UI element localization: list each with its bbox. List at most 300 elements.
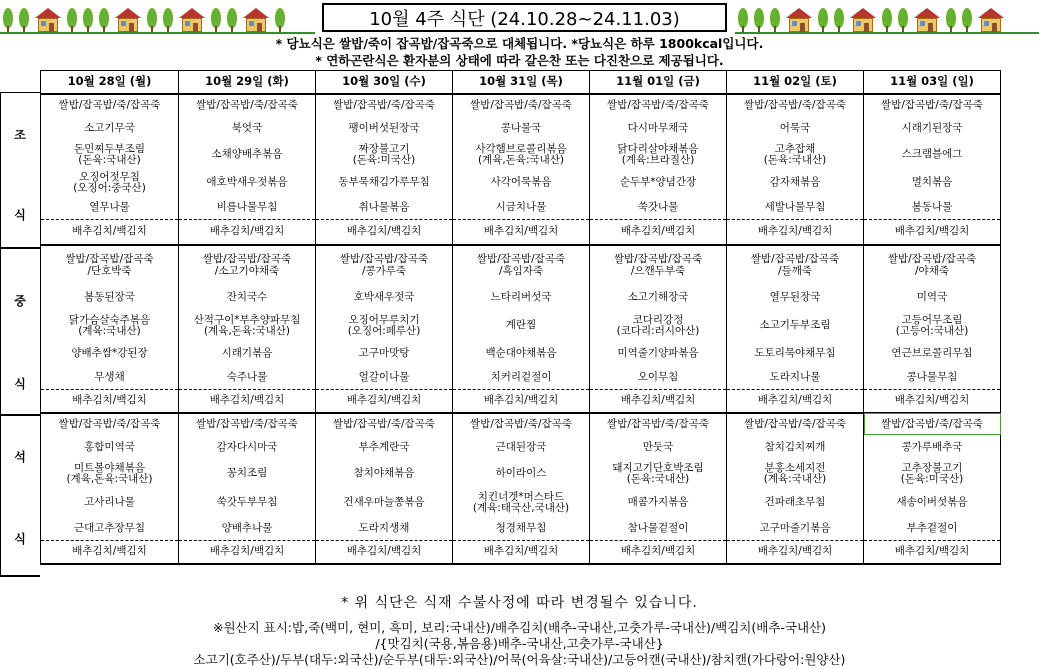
menu-item-text: 부추겉절이 bbox=[906, 522, 958, 534]
tree-icon bbox=[227, 8, 237, 34]
menu-cell bbox=[41, 245, 179, 285]
menu-item-text: 순두부*양념간장 bbox=[619, 176, 697, 189]
menu-row bbox=[41, 141, 1001, 169]
menu-cell bbox=[316, 389, 453, 413]
menu-cell bbox=[590, 518, 727, 540]
menu-item-text: 쑥갓나물 bbox=[637, 201, 679, 213]
menu-item-text: 고구마맛탕 bbox=[358, 347, 410, 360]
menu-item-text: 감자채볶음 bbox=[769, 176, 821, 189]
menu-item-text: 양배추쌈*강된장 bbox=[71, 347, 148, 360]
menu-item-text: 돈민찌두부조림 bbox=[73, 142, 145, 155]
menu-row bbox=[41, 389, 1001, 413]
menu-cell bbox=[727, 488, 864, 518]
day-header-row bbox=[41, 71, 1001, 95]
menu-cell bbox=[864, 245, 1001, 285]
menu-cell bbox=[590, 341, 727, 367]
menu-cell bbox=[316, 94, 453, 116]
menu-cell bbox=[453, 219, 590, 245]
menu-item-text: 오징어젓무침 bbox=[79, 170, 140, 183]
menu-cell bbox=[41, 341, 179, 367]
menu-item-text: 산적구이*부추양파무침 bbox=[193, 313, 301, 326]
menu-cell bbox=[864, 219, 1001, 245]
menu-item-text: (오징어:중국산) bbox=[73, 182, 146, 194]
menu-cell bbox=[864, 389, 1001, 413]
menu-item-text: 배추김치/백김치 bbox=[757, 545, 833, 557]
menu-item-text: (계육:태국산,국내산) bbox=[472, 502, 570, 514]
menu-item-text: 비름나물무침 bbox=[216, 201, 278, 213]
menu-item-text: 고구마줄기볶음 bbox=[759, 522, 831, 534]
menu-cell bbox=[727, 435, 864, 460]
menu-cell bbox=[727, 197, 864, 219]
menu-cell bbox=[179, 540, 316, 564]
menu-item-text: 쌀밥/잡곡밥/죽/잡곡죽 bbox=[744, 417, 846, 430]
menu-item-text: 소고기두부조림 bbox=[759, 319, 831, 332]
tree-icon bbox=[211, 8, 221, 34]
tree-icon bbox=[19, 8, 29, 34]
menu-item-text: /콩가루죽 bbox=[361, 264, 407, 277]
menu-item-text: 오이무침 bbox=[637, 371, 679, 383]
menu-cell bbox=[179, 219, 316, 245]
menu-item-text: 짜장불고기 bbox=[358, 142, 410, 155]
menu-cell bbox=[316, 413, 453, 435]
menu-cell bbox=[453, 169, 590, 197]
menu-cell bbox=[316, 285, 453, 311]
menu-cell bbox=[179, 116, 316, 141]
menu-item-text: 홍합미역국 bbox=[84, 440, 135, 453]
menu-cell bbox=[179, 488, 316, 518]
menu-item-text: 스크램블에그 bbox=[901, 148, 963, 161]
menu-cell bbox=[179, 518, 316, 540]
menu-cell bbox=[179, 311, 316, 341]
day-header-sat: 11월 02일 (토) bbox=[727, 71, 864, 95]
menu-item-text: 쌀밥/잡곡밥/잡곡죽 bbox=[65, 253, 154, 265]
menu-item-text: 고추잡채 bbox=[774, 142, 816, 155]
menu-cell bbox=[41, 460, 179, 488]
menu-item-text: 쌀밥/잡곡밥/죽/잡곡죽 bbox=[881, 417, 983, 430]
menu-item-text: 콩나물국 bbox=[500, 121, 542, 134]
menu-item-text: 배추김치/백김치 bbox=[483, 394, 559, 406]
menu-item-text: 쌀밥/잡곡밥/죽/잡곡죽 bbox=[58, 98, 161, 111]
house-icon bbox=[978, 8, 1004, 34]
menu-row bbox=[41, 413, 1001, 435]
menu-item-text: 쌀밥/잡곡밥/잡곡죽 bbox=[339, 253, 429, 265]
menu-cell bbox=[590, 435, 727, 460]
day-header-fri: 11월 01일 (금) bbox=[590, 71, 727, 95]
menu-item-text: (계육,돈육:국내산) bbox=[203, 325, 291, 337]
menu-item-text: /소고기야채죽 bbox=[214, 264, 280, 277]
menu-cell bbox=[316, 141, 453, 169]
menu-item-text: 쌀밥/잡곡밥/죽/잡곡죽 bbox=[744, 98, 846, 111]
menu-cell bbox=[590, 141, 727, 169]
tree-icon bbox=[3, 8, 13, 34]
menu-cell bbox=[864, 169, 1001, 197]
menu-cell bbox=[727, 518, 864, 540]
menu-cell bbox=[727, 169, 864, 197]
menu-cell bbox=[179, 367, 316, 389]
origin-info-line-1: ※원산지 표시:밥,죽(백미, 현미, 흑미, 보리:국내산)/배추김치(배추-국내산,고춧가루-국내산)/백김치(배추-국내산) bbox=[212, 620, 827, 635]
dysphagia-diet-note: * 연하곤란식은 환자분의 상태에 따라 갈은찬 또는 다진찬으로 제공됩니다. bbox=[315, 53, 724, 68]
house-icon bbox=[35, 8, 61, 34]
tree-icon bbox=[67, 8, 77, 34]
menu-item-text: (코다리:러시아산) bbox=[616, 325, 700, 337]
menu-item-text: 열무된장국 bbox=[769, 291, 821, 304]
menu-item-text: 코다리강정 bbox=[632, 313, 684, 326]
menu-item-text: 쌀밥/잡곡밥/죽/잡곡죽 bbox=[881, 98, 983, 111]
menu-row bbox=[41, 94, 1001, 116]
menu-cell bbox=[864, 116, 1001, 141]
menu-cell bbox=[316, 219, 453, 245]
menu-cell bbox=[453, 245, 590, 285]
menu-cell bbox=[727, 540, 864, 564]
menu-item-text: 배추김치/백김치 bbox=[346, 394, 422, 406]
menu-item-text: 팽이버섯된장국 bbox=[348, 121, 420, 134]
menu-item-text: 감자다시마국 bbox=[216, 440, 278, 453]
menu-item-text: 근대된장국 bbox=[495, 440, 547, 453]
meal-label-dinner-bottom: 식 bbox=[14, 532, 26, 546]
menu-item-text: 도라지생채 bbox=[358, 522, 410, 534]
menu-row bbox=[41, 460, 1001, 488]
menu-item-text: 열무나물 bbox=[89, 201, 130, 213]
menu-row bbox=[41, 219, 1001, 245]
menu-item-text: 느타리버섯국 bbox=[490, 291, 552, 304]
menu-cell bbox=[41, 518, 179, 540]
menu-cell bbox=[590, 460, 727, 488]
menu-cell bbox=[41, 311, 179, 341]
menu-cell bbox=[727, 141, 864, 169]
menu-item-text: 고등어무조림 bbox=[901, 313, 963, 326]
menu-row bbox=[41, 116, 1001, 141]
menu-cell bbox=[179, 435, 316, 460]
menu-item-text: 배추김치/백김치 bbox=[72, 225, 147, 237]
menu-cell bbox=[453, 389, 590, 413]
tree-icon bbox=[147, 8, 157, 34]
menu-cell bbox=[864, 413, 1001, 435]
menu-cell bbox=[316, 367, 453, 389]
menu-cell bbox=[590, 285, 727, 311]
tree-icon bbox=[962, 8, 972, 34]
menu-item-text: 부추계란국 bbox=[358, 440, 410, 453]
menu-item-text: 배추김치/백김치 bbox=[209, 545, 285, 557]
menu-item-text: 닭가슴살숙주볶음 bbox=[68, 313, 151, 326]
menu-item-text: 건파래초무침 bbox=[764, 496, 826, 509]
menu-item-text: 미역국 bbox=[916, 291, 948, 304]
menu-item-text: (계육:브라질산) bbox=[621, 154, 695, 166]
menu-item-text: (오징어:페루산) bbox=[347, 325, 421, 337]
menu-cell bbox=[590, 367, 727, 389]
menu-row bbox=[41, 197, 1001, 219]
menu-item-text: 참치김치찌개 bbox=[764, 440, 826, 453]
menu-cell bbox=[179, 169, 316, 197]
menu-cell bbox=[590, 94, 727, 116]
menu-item-text: 고사리나물 bbox=[84, 496, 135, 509]
tree-icon bbox=[946, 8, 956, 34]
menu-item-text: 애호박새우젓볶음 bbox=[206, 176, 288, 189]
menu-item-text: 계란찜 bbox=[505, 319, 537, 332]
menu-item-text: 배추김치/백김치 bbox=[483, 225, 559, 237]
menu-item-text: 쌀밥/잡곡밥/죽/잡곡죽 bbox=[607, 98, 709, 111]
day-header-wed: 10월 30일 (수) bbox=[316, 71, 453, 95]
menu-cell bbox=[864, 488, 1001, 518]
menu-item-text: 새송이버섯볶음 bbox=[896, 496, 968, 509]
menu-row bbox=[41, 285, 1001, 311]
menu-item-text: 치커리겉절이 bbox=[490, 371, 552, 383]
page-title: 10월 4주 식단 (24.10.28~24.11.03) bbox=[322, 3, 727, 32]
meal-label-lunch-bottom: 식 bbox=[14, 377, 26, 391]
menu-cell bbox=[453, 518, 590, 540]
village-decoration-right bbox=[735, 0, 1039, 34]
menu-item-text: 쌀밥/잡곡밥/죽/잡곡죽 bbox=[196, 417, 298, 430]
house-icon bbox=[179, 8, 205, 34]
menu-item-text: 배추김치/백김치 bbox=[72, 545, 147, 557]
menu-cell bbox=[590, 219, 727, 245]
menu-item-text: 봄동나물 bbox=[911, 201, 953, 213]
menu-item-text: 멸치볶음 bbox=[911, 176, 953, 189]
menu-item-text: (돈육:국내산) bbox=[626, 473, 690, 485]
menu-item-text: 다시마무채국 bbox=[627, 121, 689, 134]
menu-item-text: 쌀밥/잡곡밥/죽/잡곡죽 bbox=[58, 417, 161, 430]
menu-item-text: 참나물겉절이 bbox=[627, 522, 689, 534]
menu-item-text: 어묵국 bbox=[779, 121, 811, 134]
menu-item-text: 배추김치/백김치 bbox=[346, 545, 422, 557]
menu-cell bbox=[727, 94, 864, 116]
menu-cell bbox=[727, 413, 864, 435]
menu-cell bbox=[316, 488, 453, 518]
menu-cell bbox=[41, 219, 179, 245]
menu-cell bbox=[864, 311, 1001, 341]
menu-row bbox=[41, 518, 1001, 540]
menu-item-text: (돈육:국내산) bbox=[763, 154, 827, 166]
menu-item-text: 배추김치/백김치 bbox=[757, 225, 833, 237]
menu-cell bbox=[590, 197, 727, 219]
menu-cell bbox=[41, 413, 179, 435]
menu-cell bbox=[179, 413, 316, 435]
menu-item-text: (계육,돈육:국내산) bbox=[66, 473, 153, 485]
menu-item-text: 배추김치/백김치 bbox=[894, 545, 970, 557]
meal-label-breakfast-top: 조 bbox=[14, 128, 26, 142]
tree-icon bbox=[754, 8, 764, 34]
menu-cell bbox=[727, 245, 864, 285]
menu-cell bbox=[590, 413, 727, 435]
menu-cell bbox=[727, 116, 864, 141]
menu-cell bbox=[590, 488, 727, 518]
menu-cell bbox=[864, 435, 1001, 460]
menu-item-text: 시래기볶음 bbox=[221, 347, 273, 360]
menu-cell bbox=[864, 285, 1001, 311]
menu-item-text: 소고기무국 bbox=[84, 121, 135, 134]
menu-item-text: /흑임자죽 bbox=[498, 264, 544, 277]
menu-cell bbox=[864, 94, 1001, 116]
menu-item-text: 미역줄기양파볶음 bbox=[617, 347, 699, 360]
menu-item-text: (고등어:국내산) bbox=[895, 325, 969, 337]
menu-cell bbox=[41, 141, 179, 169]
menu-item-text: 쌀밥/잡곡밥/죽/잡곡죽 bbox=[333, 417, 435, 430]
menu-row bbox=[41, 540, 1001, 564]
menu-item-text: 쌀밥/잡곡밥/죽/잡곡죽 bbox=[470, 98, 572, 111]
menu-cell bbox=[316, 518, 453, 540]
menu-cell bbox=[41, 169, 179, 197]
menu-cell bbox=[41, 389, 179, 413]
menu-cell bbox=[179, 285, 316, 311]
menu-item-text: 쌀밥/잡곡밥/죽/잡곡죽 bbox=[196, 98, 298, 111]
menu-cell bbox=[179, 389, 316, 413]
menu-cell bbox=[41, 197, 179, 219]
menu-item-text: (계육,돈육:국내산) bbox=[477, 154, 565, 166]
menu-item-text: 쑥갓두부무침 bbox=[216, 496, 278, 509]
menu-item-text: 쌀밥/잡곡밥/잡곡죽 bbox=[887, 253, 977, 265]
menu-cell bbox=[727, 389, 864, 413]
menu-cell bbox=[453, 311, 590, 341]
origin-info-line-2: /{맛김치(국용,볶음용)배추-국내산,고춧가루-국내산} bbox=[375, 636, 664, 651]
menu-item-text: (계육:국내산) bbox=[763, 473, 827, 485]
menu-cell bbox=[590, 389, 727, 413]
menu-item-text: 배추김치/백김치 bbox=[72, 394, 147, 406]
menu-cell bbox=[41, 435, 179, 460]
origin-info-line-3: 소고기(호주산)/두부(대두:외국산)/순두부(대두:외국산)/어묵(어육살:국내산)/고등어캔(국내산)/참치캔(가다랑어:원양산) bbox=[193, 652, 846, 667]
menu-row bbox=[41, 169, 1001, 197]
menu-cell bbox=[590, 311, 727, 341]
menu-item-text: 배추김치/백김치 bbox=[209, 225, 285, 237]
menu-item-text: 동부묵채김가루무침 bbox=[338, 176, 430, 189]
tree-icon bbox=[275, 8, 285, 34]
menu-item-text: 호박새우젓국 bbox=[353, 291, 415, 304]
menu-item-text: 매콤가지볶음 bbox=[627, 496, 689, 509]
meal-label-lunch-top: 중 bbox=[14, 294, 26, 308]
menu-item-text: 시금치나물 bbox=[495, 201, 547, 213]
menu-cell bbox=[864, 518, 1001, 540]
tree-icon bbox=[882, 8, 892, 34]
menu-item-text: 근대고추장무침 bbox=[73, 522, 145, 534]
menu-item-text: 쌀밥/잡곡밥/죽/잡곡죽 bbox=[607, 417, 709, 430]
menu-item-text: 돼지고기단호박조림 bbox=[612, 461, 704, 474]
menu-item-text: 도라지나물 bbox=[769, 371, 821, 383]
menu-cell bbox=[41, 488, 179, 518]
menu-item-text: 콩나물무침 bbox=[906, 371, 958, 383]
menu-cell bbox=[179, 341, 316, 367]
menu-item-text: 세발나물무침 bbox=[764, 201, 826, 213]
house-icon bbox=[786, 8, 812, 34]
menu-item-text: 봄동된장국 bbox=[84, 291, 135, 304]
menu-cell bbox=[727, 285, 864, 311]
menu-item-text: 배추김치/백김치 bbox=[894, 394, 970, 406]
diabetic-diet-note: * 당뇨식은 쌀밥/죽이 잡곡밥/잡곡죽으로 대체됩니다. *당뇨식은 하루 1800kcal입니다. bbox=[275, 36, 764, 51]
menu-item-text: 고추장불고기 bbox=[901, 461, 963, 474]
menu-item-text: 배추김치/백김치 bbox=[483, 545, 559, 557]
menu-cell bbox=[453, 341, 590, 367]
menu-item-text: 도토리묵야채무침 bbox=[754, 347, 836, 360]
menu-item-text: 콩가루배추국 bbox=[901, 440, 963, 453]
day-header-sun: 11월 03일 (일) bbox=[864, 71, 1001, 95]
menu-item-text: 소고기해장국 bbox=[627, 291, 689, 304]
day-header-mon: 10월 28일 (월) bbox=[41, 71, 179, 95]
menu-row bbox=[41, 341, 1001, 367]
menu-item-text: 배추김치/백김치 bbox=[620, 545, 696, 557]
menu-item-text: 사각어묵볶음 bbox=[490, 176, 552, 189]
menu-row bbox=[41, 367, 1001, 389]
menu-cell bbox=[727, 367, 864, 389]
menu-cell bbox=[453, 460, 590, 488]
menu-cell bbox=[590, 245, 727, 285]
menu-cell bbox=[453, 367, 590, 389]
house-icon bbox=[914, 8, 940, 34]
menu-cell bbox=[453, 197, 590, 219]
menu-row bbox=[41, 245, 1001, 285]
menu-cell bbox=[316, 116, 453, 141]
menu-item-text: (계육:국내산) bbox=[78, 325, 141, 337]
menu-item-text: 청경채무침 bbox=[495, 522, 547, 534]
menu-cell bbox=[727, 311, 864, 341]
tree-icon bbox=[818, 8, 828, 34]
menu-cell bbox=[453, 116, 590, 141]
menu-item-text: /단호박죽 bbox=[87, 264, 132, 277]
village-decoration-left bbox=[0, 0, 315, 34]
menu-cell bbox=[453, 285, 590, 311]
menu-cell bbox=[316, 341, 453, 367]
menu-item-text: 치킨너겟*머스타드 bbox=[477, 490, 565, 503]
menu-item-text: 닭다리살야채볶음 bbox=[617, 142, 699, 155]
menu-item-text: (돈육:미국산) bbox=[900, 473, 964, 485]
menu-cell bbox=[179, 197, 316, 219]
menu-item-text: 잔치국수 bbox=[226, 291, 268, 304]
menu-item-text: 쌀밥/잡곡밥/잡곡죽 bbox=[750, 253, 840, 265]
menu-item-text: 미트볼야채볶음 bbox=[73, 461, 145, 474]
menu-item-text: 만둣국 bbox=[642, 440, 674, 453]
menu-cell bbox=[727, 341, 864, 367]
weekly-menu-table bbox=[40, 70, 1001, 565]
menu-item-text: 배추김치/백김치 bbox=[620, 394, 696, 406]
menu-cell bbox=[453, 435, 590, 460]
menu-item-text: 숙주나물 bbox=[226, 371, 268, 383]
menu-item-text: (돈육:국내산) bbox=[78, 154, 141, 166]
menu-cell bbox=[179, 460, 316, 488]
menu-item-text: 연근브로콜리무침 bbox=[891, 347, 973, 360]
meal-label-breakfast-bottom: 식 bbox=[14, 208, 26, 222]
menu-cell bbox=[727, 219, 864, 245]
menu-cell bbox=[590, 116, 727, 141]
menu-item-text: /야채죽 bbox=[915, 264, 949, 277]
menu-item-text: 배추김치/백김치 bbox=[209, 394, 285, 406]
menu-cell bbox=[316, 435, 453, 460]
menu-cell bbox=[453, 488, 590, 518]
menu-cell bbox=[864, 341, 1001, 367]
menu-item-text: 사각햄브로콜리볶음 bbox=[475, 142, 567, 155]
menu-cell bbox=[864, 540, 1001, 564]
menu-cell bbox=[41, 116, 179, 141]
menu-cell bbox=[316, 460, 453, 488]
menu-item-text: 취나물볶음 bbox=[358, 201, 410, 213]
menu-item-text: 참치야채볶음 bbox=[353, 467, 415, 480]
menu-cell bbox=[316, 169, 453, 197]
menu-item-text: 건새우마늘쫑볶음 bbox=[343, 496, 425, 509]
menu-cell bbox=[41, 94, 179, 116]
menu-item-text: 시래기된장국 bbox=[901, 121, 963, 134]
menu-item-text: /들깨죽 bbox=[778, 264, 812, 277]
menu-cell bbox=[316, 197, 453, 219]
day-header-tue: 10월 29일 (화) bbox=[179, 71, 316, 95]
menu-item-text: 오징어무루치기 bbox=[348, 313, 420, 326]
menu-cell bbox=[179, 141, 316, 169]
menu-item-text: 쌀밥/잡곡밥/죽/잡곡죽 bbox=[470, 417, 572, 430]
house-icon bbox=[115, 8, 141, 34]
menu-item-text: 쌀밥/잡곡밥/잡곡죽 bbox=[613, 253, 703, 265]
menu-cell bbox=[41, 540, 179, 564]
menu-item-text: 분홍소세지전 bbox=[764, 461, 826, 474]
menu-cell bbox=[864, 460, 1001, 488]
menu-item-text: 하이라이스 bbox=[495, 467, 547, 480]
menu-item-text: /으깬두부죽 bbox=[630, 264, 686, 277]
menu-item-text: (돈육:미국산) bbox=[352, 154, 416, 166]
menu-cell bbox=[453, 413, 590, 435]
house-icon bbox=[243, 8, 269, 34]
